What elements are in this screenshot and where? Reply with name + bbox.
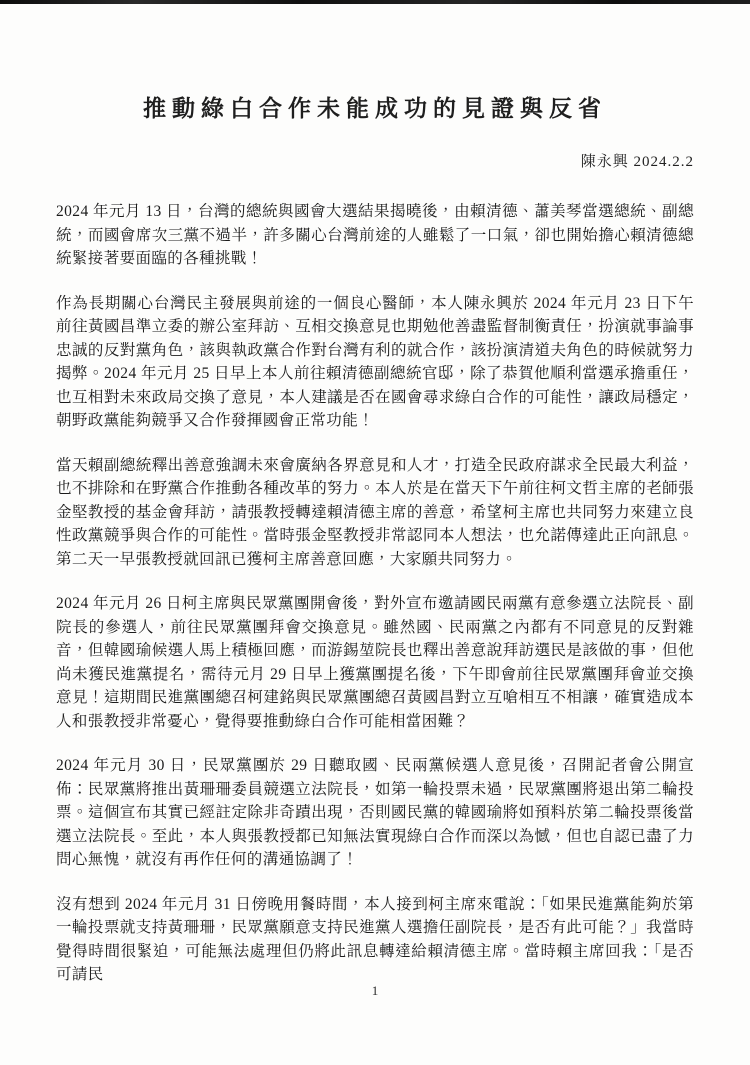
scan-artifact-top-line [0,0,750,4]
author-byline: 陳永興 2024.2.2 [580,154,694,170]
document-title: 推動綠白合作未能成功的見證與反省 [143,96,607,121]
paragraph: 作為長期關心台灣民主發展與前途的一個良心醫師，本人陳永興於 2024 年元月 23 日下午前往黃國昌準立委的辦公室拜訪、互相交換意見也期勉他善盡監督制衡責任，扮演就事論事忠誠的反對黨角色，該與執政黨合作對台灣有利的就合作，該扮演清道夫角色的時候就努力揭弊。2024 年元月 25 日早上本人前往賴清德副總統官邸，除了恭賀他順利當選承擔重任，也互相對未來政局交換了意見，本人建議是否在國會尋求綠白合作的可能性，讓政局穩定，朝野政黨能夠競爭又合作發揮國會正常功能！ [56,294,694,429]
page-number: 1 [371,983,379,998]
paragraph: 當天賴副總統釋出善意強調未來會廣納各界意見和人才，打造全民政府謀求全民最大利益，也不排除和在野黨合作推動各種改革的努力。本人於是在當天下午前往柯文哲主席的老師張金堅教授的基金會拜訪，請張教授轉達賴清德主席的善意，希望柯主席也共同努力來建立良性政黨競爭與合作的可能性。當時張金堅教授非常認同本人想法，也允諾傳達此正向訊息。第二天一早張教授就回訊已獲柯主席善意回應，大家願共同努力。 [56,456,694,568]
paragraph: 2024 年元月 13 日，台灣的總統與國會大選結果揭曉後，由賴清德、蕭美琴當選總統、副總統，而國會席次三黨不過半，許多關心台灣前途的人雖鬆了一口氣，卻也開始擔心賴清德總統緊接著要面臨的各種挑戰！ [56,203,694,267]
paragraph: 2024 年元月 26 日柯主席與民眾黨團開會後，對外宣布邀請國民兩黨有意參選立法院長、副院長的參選人，前往民眾黨團拜會交換意見。雖然國、民兩黨之內都有不同意見的反對雜音，但韓國瑜候選人馬上積極回應，而游錫堃院長也釋出善意說拜訪選民是該做的事，但他尚未獲民進黨提名，需待元月 29 日早上獲黨團提名後，下午即會前往民眾黨團拜會並交換意見！這期間民進黨團總召柯建銘與民眾黨團總召黃國昌對立互嗆相互不相讓，確實造成本人和張教授非常憂心，覺得要推動綠白合作可能相當困難？ [56,595,694,730]
paragraph: 沒有想到 2024 年元月 31 日傍晚用餐時間，本人接到柯主席來電說：「如果民進黨能夠於第一輪投票就支持黃珊珊，民眾黨願意支持民進黨人選擔任副院長，是否有此可能？」我當時覺得時間很緊迫，可能無法處理但仍將此訊息轉達給賴清德主席。當時賴主席回我：「是否可請民 [56,895,694,983]
paragraph: 2024 年元月 30 日，民眾黨團於 29 日聽取國、民兩黨候選人意見後，召開記者會公開宣佈：民眾黨將推出黃珊珊委員競選立法院長，如第一輪投票未過，民眾黨團將退出第二輪投票。這個宣布其實已經註定除非奇蹟出現，否則國民黨的韓國瑜將如預料於第二輪投票後當選立法院長。至此，本人與張教授都已知無法實現綠白合作而深以為憾，但也自認已盡了力問心無愧，就沒有再作任何的溝通協調了！ [56,757,694,868]
document-body [56,200,694,987]
